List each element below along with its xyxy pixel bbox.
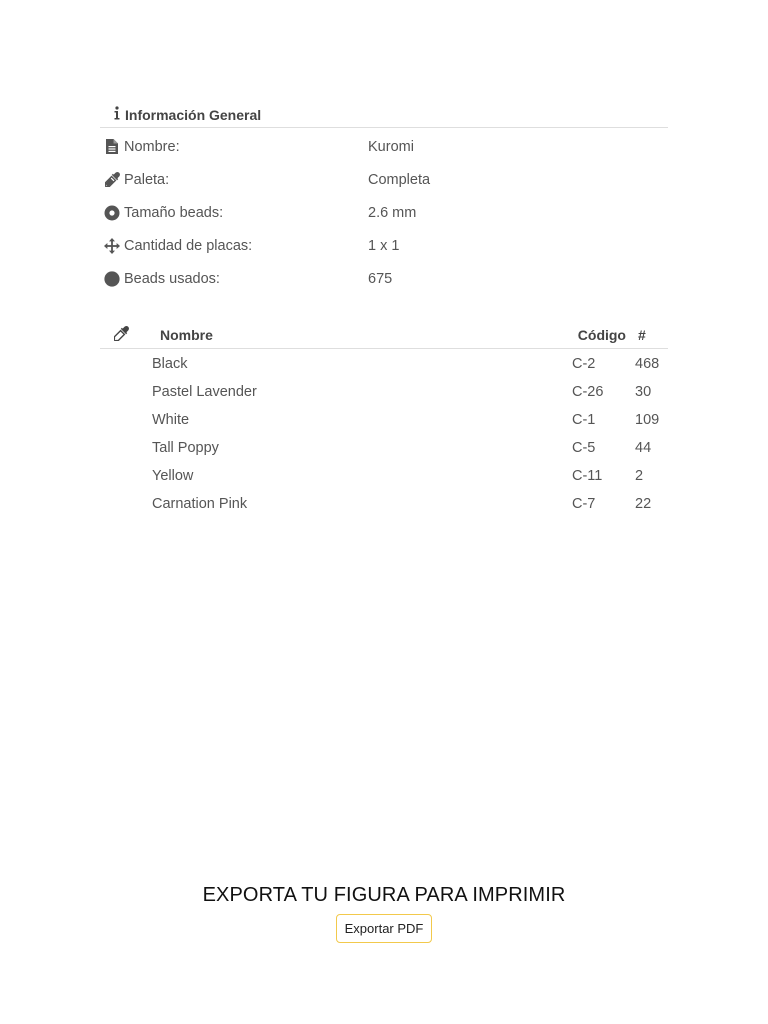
info-row-placas [100,229,668,262]
color-code: C-5 [572,440,596,456]
color-name: White [152,412,190,428]
general-info-title [100,102,668,128]
table-row [100,462,668,490]
info-label-paleta: Paleta: [124,171,170,188]
eyedropper-icon [114,326,129,344]
color-name: Tall Poppy [152,440,219,456]
header-codigo: Código [577,327,626,343]
color-name: Carnation Pink [152,496,248,512]
file-icon [104,139,120,155]
header-nombre: Nombre [160,327,213,343]
color-count: 44 [635,440,652,456]
info-icon [112,106,122,123]
color-name: Yellow [152,468,194,484]
info-value-tamano: 2.6 mm [368,204,417,221]
table-row [100,378,668,406]
color-code: C-11 [572,468,603,484]
info-label-tamano: Tamaño beads: [124,204,224,221]
info-row-nombre [100,130,668,163]
color-count: 2 [635,468,644,484]
general-info-title-text: Información General [125,106,262,123]
bead-ring-icon [104,205,120,221]
color-count: 109 [635,412,660,428]
colors-table-header [100,322,668,349]
export-title: EXPORTA TU FIGURA PARA IMPRIMIR [202,884,566,906]
export-section [0,880,768,943]
color-count: 30 [635,384,652,400]
info-value-nombre: Kuromi [368,138,414,155]
header-count: # [638,327,646,343]
export-pdf-button[interactable]: Exportar PDF [336,914,433,943]
info-row-tamano [100,196,668,229]
color-code: C-26 [572,384,604,400]
colors-table [100,322,668,518]
eyedropper-icon [104,172,120,188]
general-info-section [100,102,668,295]
circle-icon [104,271,120,287]
info-value-paleta: Completa [368,171,431,188]
info-label-placas: Cantidad de placas: [124,237,253,254]
color-count: 468 [635,356,660,372]
info-value-beads: 675 [368,270,393,287]
table-row [100,406,668,434]
color-code: C-2 [572,356,596,372]
info-value-placas: 1 x 1 [368,237,400,254]
table-row [100,490,668,518]
info-label-nombre: Nombre: [124,138,180,155]
table-row [100,350,668,378]
color-name: Black [152,356,188,372]
move-arrows-icon [104,238,120,254]
info-label-beads: Beads usados: [124,270,220,287]
color-code: C-7 [572,496,596,512]
color-count: 22 [635,496,652,512]
table-row [100,434,668,462]
info-row-paleta [100,163,668,196]
info-row-beads [100,262,668,295]
color-name: Pastel Lavender [152,384,257,400]
color-code: C-1 [572,412,596,428]
